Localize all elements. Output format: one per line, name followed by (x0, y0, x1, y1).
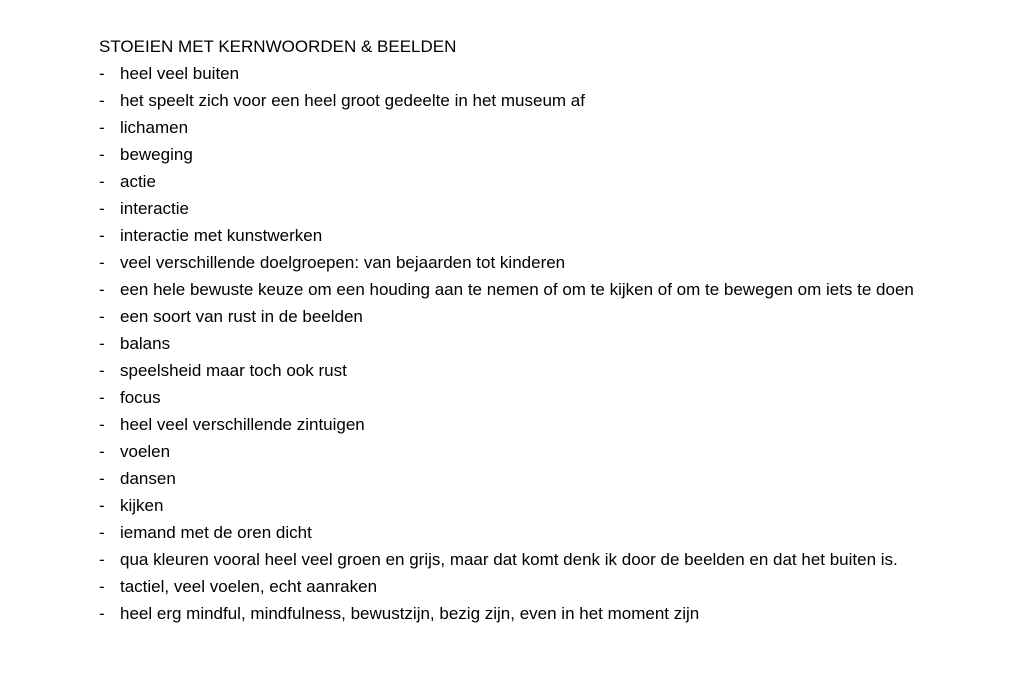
list-item-text: tactiel, veel voelen, echt aanraken (120, 577, 378, 596)
list-item (99, 573, 1016, 600)
list-item (99, 222, 1016, 249)
list-item (99, 303, 1016, 330)
list-item (99, 546, 1016, 573)
list-item (99, 600, 1016, 627)
list-item-text: interactie (120, 199, 189, 218)
list-item-text: lichamen (120, 118, 189, 137)
list-item-text: dansen (120, 469, 176, 488)
list-item-text: balans (120, 334, 171, 353)
list-item-text: iemand met de oren dicht (120, 523, 312, 542)
list-item (99, 249, 1016, 276)
list-item-text: speelsheid maar toch ook rust (120, 361, 347, 380)
bullet-dash: - (99, 496, 105, 515)
list-item (99, 330, 1016, 357)
list-item-text: beweging (120, 145, 193, 164)
bullet-dash: - (99, 199, 105, 218)
bullet-dash: - (99, 307, 105, 326)
list-item-text: voelen (120, 442, 171, 461)
list-item (99, 195, 1016, 222)
keyword-list (99, 60, 1016, 627)
list-item (99, 168, 1016, 195)
list-item (99, 492, 1016, 519)
list-item (99, 357, 1016, 384)
bullet-dash: - (99, 253, 105, 272)
bullet-dash: - (99, 226, 105, 245)
list-item (99, 141, 1016, 168)
list-item (99, 114, 1016, 141)
list-item-text: heel veel verschillende zintuigen (120, 415, 365, 434)
list-item (99, 438, 1016, 465)
bullet-dash: - (99, 64, 105, 83)
bullet-dash: - (99, 118, 105, 137)
list-item-text: actie (120, 172, 156, 191)
bullet-dash: - (99, 280, 105, 299)
list-item-text: kijken (120, 496, 164, 515)
list-item-text: focus (120, 388, 161, 407)
list-item (99, 60, 1016, 87)
list-item-text: het speelt zich voor een heel groot gedeelte in het museum af (120, 91, 585, 110)
list-item-text: veel verschillende doelgroepen: van bejaarden tot kinderen (120, 253, 566, 272)
list-item-text: heel veel buiten (120, 64, 240, 83)
list-item (99, 384, 1016, 411)
list-item (99, 411, 1016, 438)
list-item-text: qua kleuren vooral heel veel groen en grijs, maar dat komt denk ik door de beelden en dat het buiten is. (120, 550, 898, 569)
bullet-dash: - (99, 145, 105, 164)
list-item-text: interactie met kunstwerken (120, 226, 323, 245)
bullet-dash: - (99, 415, 105, 434)
bullet-dash: - (99, 334, 105, 353)
bullet-dash: - (99, 550, 105, 569)
document-title: STOEIEN MET KERNWOORDEN & BEELDEN (99, 37, 457, 56)
bullet-dash: - (99, 523, 105, 542)
list-item (99, 519, 1016, 546)
list-item-text: een hele bewuste keuze om een houding aan te nemen of om te kijken of om te bewegen om iets te doen (120, 280, 914, 299)
list-item-text: heel erg mindful, mindfulness, bewustzijn, bezig zijn, even in het moment zijn (120, 604, 700, 623)
bullet-dash: - (99, 172, 105, 191)
bullet-dash: - (99, 91, 105, 110)
bullet-dash: - (99, 388, 105, 407)
bullet-dash: - (99, 442, 105, 461)
list-item-text: een soort van rust in de beelden (120, 307, 363, 326)
bullet-dash: - (99, 361, 105, 380)
bullet-dash: - (99, 469, 105, 488)
list-item (99, 465, 1016, 492)
list-item (99, 276, 1016, 303)
bullet-dash: - (99, 604, 105, 623)
list-item (99, 87, 1016, 114)
bullet-dash: - (99, 577, 105, 596)
